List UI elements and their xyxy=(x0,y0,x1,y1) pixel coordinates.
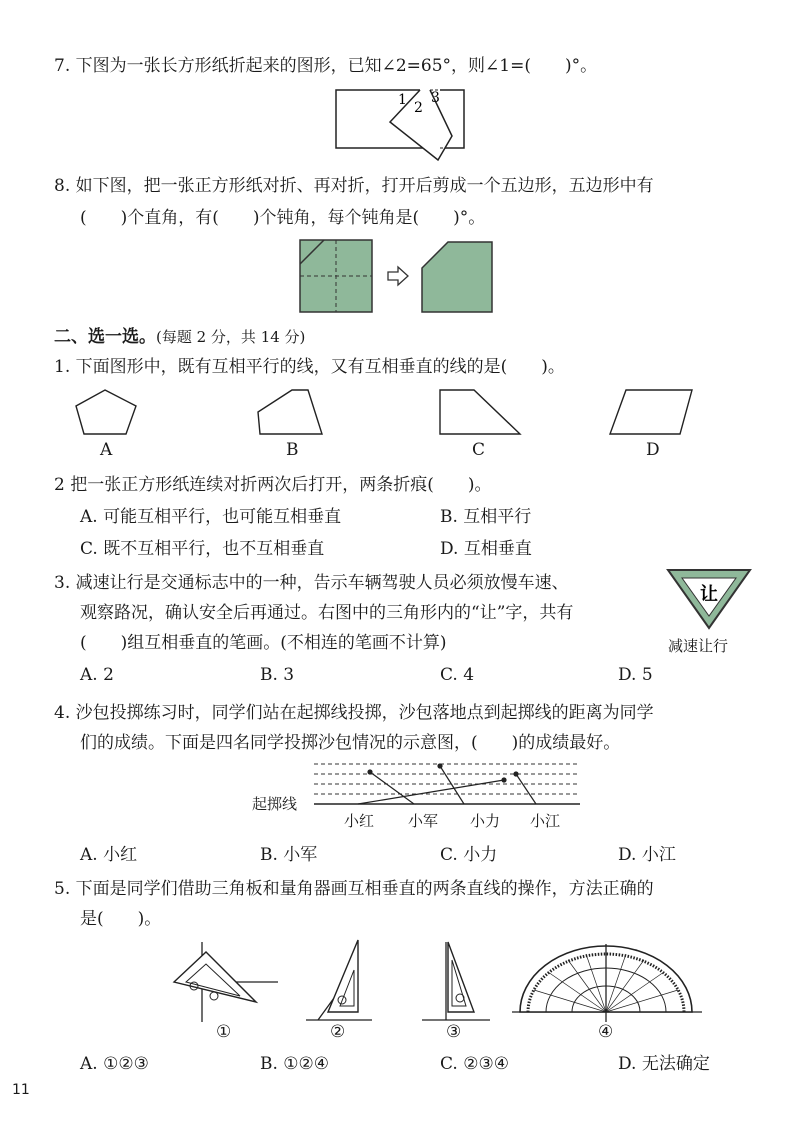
s3-line1: 3. 减速让行是交通标志中的一种，告示车辆驾驶人员必须放慢车速、 xyxy=(54,573,569,593)
q7-folded-paper-figure xyxy=(330,84,470,166)
s4-line1: 4. 沙包投掷练习时，同学们站在起掷线投掷，沙包落地点到起掷线的距离为同学 xyxy=(54,703,654,723)
s4-option-d: D. 小江 xyxy=(618,845,676,865)
sign-char: 让 xyxy=(700,584,718,605)
s5-fig-label-4: ④ xyxy=(598,1022,614,1042)
s3-option-b: B. 3 xyxy=(260,665,295,685)
s2-option-a: A. 可能互相平行，也可能互相垂直 xyxy=(80,507,342,527)
s1-label-a: A xyxy=(100,440,113,460)
fig1-triangle-ruler xyxy=(174,942,278,1022)
s5-fig-label-2: ② xyxy=(330,1022,346,1042)
s1-label-b: B xyxy=(286,440,299,460)
s5-line2: 是( )。 xyxy=(80,909,162,929)
s5-fig-label-3: ③ xyxy=(446,1022,462,1042)
section2-title: 二、选一选。 xyxy=(54,327,156,347)
angle-label-1: 1 xyxy=(398,92,407,108)
q8-line1: 8. 如下图，把一张正方形纸对折、再对折，打开后剪成一个五边形，五边形中有 xyxy=(54,176,654,196)
s2-option-d: D. 互相垂直 xyxy=(440,539,532,559)
angle-label-2: 2 xyxy=(414,100,423,116)
fig2-triangle-ruler xyxy=(306,940,372,1020)
s5-line1: 5. 下面是同学们借助三角板和量角器画互相垂直的两条直线的操作，方法正确的 xyxy=(54,879,654,899)
s2-text: 2 把一张正方形纸连续对折两次后打开，两条折痕( )。 xyxy=(54,475,492,495)
s1-label-c: C xyxy=(472,440,486,460)
q8-line2: ( )个直角，有( )个钝角，每个钝角是( )°。 xyxy=(80,208,486,228)
q7-text: 7. 下图为一张长方形纸折起来的图形，已知∠2=65°，则∠1=( )°。 xyxy=(54,56,598,76)
s4-option-c: C. 小力 xyxy=(440,845,498,865)
s5-fig-label-1: ① xyxy=(216,1022,232,1042)
quadrilateral-shape-b xyxy=(258,390,322,434)
s5-option-d: D. 无法确定 xyxy=(618,1054,710,1074)
s3-option-a: A. 2 xyxy=(80,665,114,685)
s3-option-d: D. 5 xyxy=(618,665,653,685)
fig4-protractor xyxy=(512,944,702,1022)
s4-name-xiaohong: 小红 xyxy=(344,812,375,830)
s2-option-c: C. 既不互相平行，也不互相垂直 xyxy=(80,539,325,559)
s1-text: 1. 下面图形中，既有互相平行的线，又有互相垂直的线的是( )。 xyxy=(54,357,565,377)
yield-sign-icon xyxy=(664,566,754,632)
section2-note: (每题 2 分，共 14 分) xyxy=(156,328,306,346)
s4-line2: 们的成绩。下面是四名同学投掷沙包情况的示意图，( )的成绩最好。 xyxy=(80,733,621,753)
parallelogram-shape-d xyxy=(610,390,692,434)
s4-option-a: A. 小红 xyxy=(80,845,138,865)
sandbag-throw-diagram xyxy=(314,760,584,808)
s3-line2: 观察路况，确认安全后再通过。右图中的三角形内的“让”字，共有 xyxy=(80,603,574,623)
s5-option-a: A. ①②③ xyxy=(80,1054,149,1074)
page-number: 11 xyxy=(12,1082,30,1098)
s5-option-c: C. ②③④ xyxy=(440,1054,509,1074)
s4-name-xiaoli: 小力 xyxy=(470,812,501,830)
s4-option-b: B. 小军 xyxy=(260,845,318,865)
pentagon-shape-a xyxy=(76,390,136,434)
s1-label-d: D xyxy=(646,440,660,460)
trapezoid-shape-c xyxy=(440,390,520,434)
q8-square-folding-figure xyxy=(296,236,516,316)
s3-line3: ( )组互相垂直的笔画。(不相连的笔画不计算) xyxy=(80,633,447,653)
s4-name-xiaojun: 小军 xyxy=(408,812,439,830)
s5-perpendicular-tools-figure xyxy=(166,938,706,1024)
section2-heading xyxy=(54,327,305,347)
s5-option-b: B. ①②④ xyxy=(260,1054,330,1074)
start-line-label: 起掷线 xyxy=(252,795,298,813)
fig3-triangle-ruler xyxy=(422,942,490,1020)
s3-option-c: C. 4 xyxy=(440,665,475,685)
s2-option-b: B. 互相平行 xyxy=(440,507,532,527)
s4-name-xiaojiang: 小江 xyxy=(530,812,561,830)
angle-label-3: 3 xyxy=(431,90,440,106)
s1-shapes-figure xyxy=(70,386,710,438)
sign-caption: 减速让行 xyxy=(668,637,729,655)
